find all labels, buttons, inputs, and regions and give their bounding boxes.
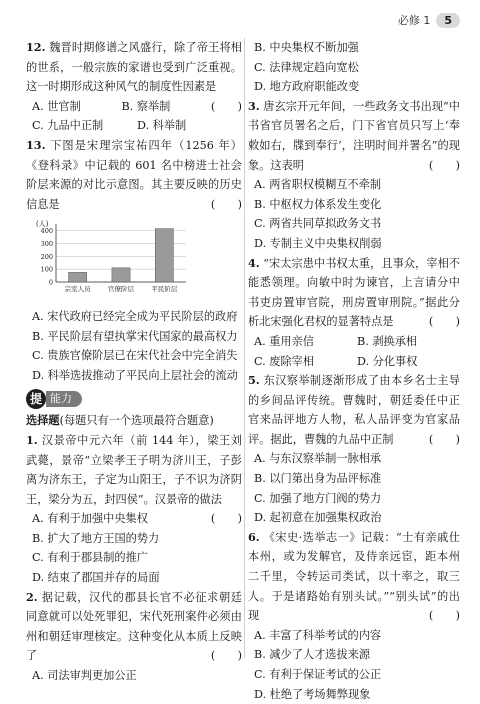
bar [155,229,173,282]
option-a[interactable]: A. 重用亲信 [254,334,314,348]
y-tick-label: 100 [40,265,53,274]
y-tick-label: 200 [40,253,53,262]
option-row [248,352,460,372]
x-tick-label: 平民阶层 [151,285,178,294]
question-number: 2. [26,589,38,604]
y-tick-label: 400 [40,227,53,236]
answer-paren: ( ) [428,158,460,172]
question-5 [248,371,460,449]
option-d[interactable]: D. 专制主义中央集权削弱 [254,236,382,250]
option-c[interactable]: C. 法律规定趋向宽松 [254,60,359,74]
option-d[interactable]: D. 结束了郡国并存的局面 [32,571,160,585]
option-row [248,332,460,352]
left-column [26,38,242,686]
option-b[interactable]: B. 中央集权不断加强 [254,41,359,54]
answer-paren: ( ) [210,197,242,211]
question-number: 3. [248,98,260,113]
question-stem: “宋太宗患中书权太重，且事众，宰相不能悉领理。向敏中时为谏官，上言请分中书吏房置审官院，刑房置审刑院。”据此分析北宋强化君权的显著特点是 [248,256,460,329]
instruction-label: 选择题 [26,413,60,428]
section-header [26,389,242,409]
question-number: 1. [26,432,38,447]
option-c[interactable]: C. 贵族官僚阶层已在宋代社会中完全消失 [32,349,238,363]
question-stem: 《宋史·选举志一》记载：“士有亲戚仕本州，或为发解官，及侍亲远宦，距本州二千里，令转运司类试，以十率之，取三人。于是诸路始有别头试。”“别头试”的出现 [248,530,460,623]
question-4 [248,254,460,332]
page-number: 5 [436,13,460,28]
page-header [398,12,460,28]
question-number: 6. [248,529,260,544]
column-divider [244,38,245,658]
y-tick-label: 0 [48,278,53,287]
book-label: 必修 1 [397,14,431,27]
option-a[interactable]: A. 与东汉察举制一脉相承 [254,452,382,466]
question-2 [26,588,242,666]
option-d[interactable]: D. 分化事权 [357,354,418,368]
question-stem: 东汉察举制逐渐形成了由本乡名士主导的乡间品评传统。曹魏时，朝廷委任中正官来品评地方人物，私人品评变为官家品评。据此，曹魏的九品中正制 [248,374,460,446]
section-title: 能力 [46,391,82,407]
option-d[interactable]: D. 科举选拔推动了平民向上层社会的流动 [32,368,238,382]
question-stem: 下图是宋理宗宝祐四年（1256 年）《登科录》中记载的 601 名中榜进士社会阶层来源的对比示意图。其主要反映的历史信息是 [26,138,242,211]
option-c[interactable]: C. 废除宰相 [254,354,315,368]
question-number: 12. [26,40,46,54]
question-number: 4. [248,255,260,270]
option-b[interactable]: B. 剥换承相 [357,334,418,348]
question-3 [248,97,460,175]
option-a[interactable]: A. 丰富了科举考试的内容 [254,628,382,642]
option-a[interactable]: A. 世官制 [32,99,81,113]
y-tick-label: 300 [40,240,53,249]
option-a[interactable]: A. 有利于加强中央集权 [32,512,148,526]
section-instruction [26,411,242,431]
option-b[interactable]: B. 察举制 [121,99,171,113]
option-b[interactable]: B. 中枢权力体系发生变化 [254,197,382,211]
option-d[interactable]: D. 地方政府职能改变 [254,80,360,94]
option-b[interactable]: B. 扩大了地方王国的势力 [32,531,160,545]
answer-paren: ( ) [210,99,242,113]
option-c[interactable]: C. 两省共同草拟政务文书 [254,217,382,231]
option-a[interactable]: A. 两省职权模糊互不牵制 [254,178,382,192]
option-c[interactable]: C. 加强了地方门阀的势力 [254,491,382,505]
x-tick-label: 宗室人员 [64,285,91,294]
question-stem: 汉景帝中元六年（前 144 年），梁王刘武薨，景帝“立梁孝王子明为济川王，子彭离为济东王，子定为山阳王，子不识为济阴王，梁分为五，封四侯”。汉景帝的做法 [26,433,242,506]
answer-paren: ( ) [210,649,242,663]
option-row [26,116,242,136]
option-d[interactable]: D. 科举制 [137,119,187,133]
option-b[interactable]: B. 减少了人才选拔来源 [254,648,371,662]
option-d[interactable]: D. 杜绝了考场舞弊现象 [254,687,371,701]
option-b[interactable]: B. 平民阶层有望执掌宋代国家的最高权力 [32,329,238,343]
option-row [26,97,211,117]
y-axis-label: (人) [36,220,49,229]
right-column [248,38,460,704]
question-stem: 魏晋时期修谱之风盛行，除了帝王将相的世系，一般宗族的家谱也受到广泛重视。这一时期形成这种风气的制度性因素是 [26,41,242,94]
question-6 [248,528,460,626]
option-c[interactable]: C. 九品中正制 [32,119,104,133]
x-tick-label: 官僚阶层 [108,285,134,294]
question-number: 13. [26,137,46,152]
option-a[interactable]: A. 司法审判更加公正 [32,669,137,683]
question-stem: 据记载，汉代的郡县长官不必征求朝廷同意就可以处死罪犯，宋代死刑案件必须由州和朝廷审理核定。这种变化从本质上反映了 [26,590,242,663]
answer-paren: ( ) [210,512,242,526]
option-b[interactable]: B. 以门第出身为品评标准 [254,472,382,486]
section-badge: 提 [26,389,46,409]
option-a[interactable]: A. 宋代政府已经完全成为平民阶层的政府 [32,309,238,323]
answer-paren: ( ) [428,432,460,446]
option-c[interactable]: C. 有利于保证考试的公正 [254,668,382,681]
option-c[interactable]: C. 有利于郡县制的推广 [32,551,148,565]
question-number: 5. [248,373,260,388]
answer-paren: ( ) [428,609,460,623]
bar [69,273,87,283]
option-d[interactable]: D. 起初意在加强集权政治 [254,511,382,525]
instruction-note: (每题只有一个选项最符合题意) [59,414,214,428]
question-13 [26,136,242,214]
question-stem: 唐玄宗开元年间，一些政务文书出现“中书省官员署名之后，门下省官员只写上‘奉敕如右，牒到奉行’，注明时间并署名”的现象。这表明 [248,99,460,172]
bar [112,268,130,282]
answer-paren: ( ) [428,315,460,329]
bar-chart [32,218,192,296]
